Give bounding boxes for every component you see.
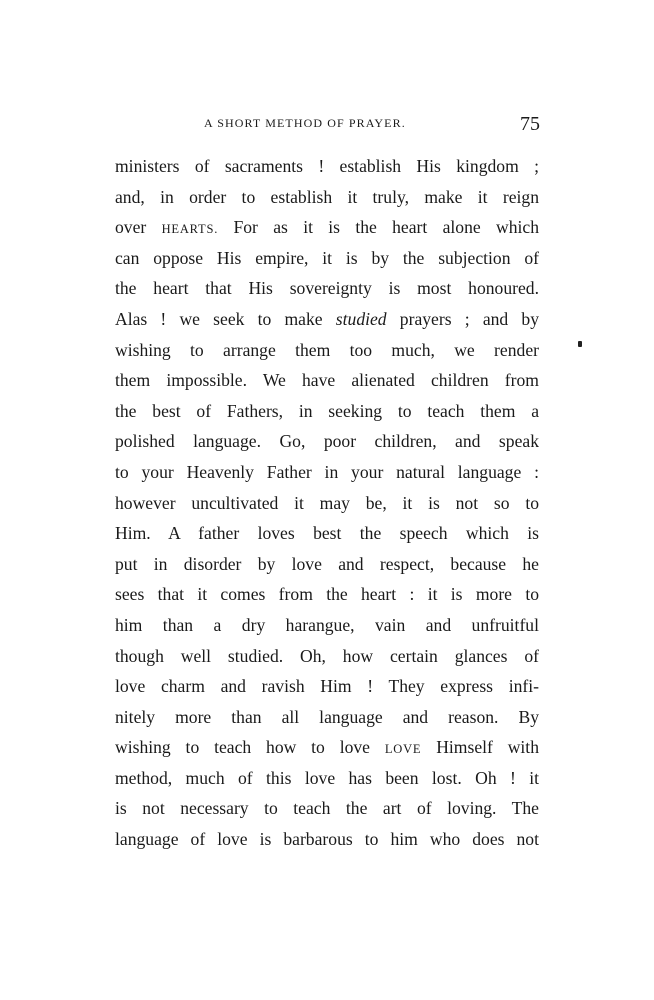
- text-segment: Alas ! we seek to make: [115, 308, 336, 329]
- text-segment: to your Heavenly Father in your natural language :: [115, 461, 539, 482]
- text-segment: the heart that His sovereignty is most honoured.: [115, 278, 539, 299]
- text-segment: and, in order to establish it truly, make it reign: [115, 186, 539, 207]
- text-segment: put in disorder by love and respect, because he: [115, 553, 539, 574]
- text-line: [115, 488, 539, 519]
- text-line: [115, 335, 539, 366]
- text-line: [115, 763, 539, 794]
- text-segment: over: [115, 217, 162, 238]
- ink-speck: [578, 341, 582, 347]
- text-segment: language of love is barbarous to him who does not: [115, 829, 539, 850]
- text-line: [115, 793, 539, 824]
- text-line: [115, 549, 539, 580]
- text-segment: polished language. Go, poor children, and speak: [115, 431, 539, 452]
- text-segment: Himself with: [421, 737, 539, 758]
- text-segment: love charm and ravish Him ! They express infi-: [115, 676, 539, 697]
- text-line: [115, 702, 539, 733]
- text-segment: them impossible. We have alienated children from: [115, 370, 539, 391]
- text-line: [115, 610, 539, 641]
- text-segment: is not necessary to teach the art of loving. The: [115, 798, 539, 819]
- text-line: [115, 396, 539, 427]
- body-text: [115, 151, 539, 855]
- text-line: [115, 641, 539, 672]
- running-title: A SHORT METHOD OF PRAYER.: [204, 116, 406, 130]
- text-line: [115, 243, 539, 274]
- text-segment: ministers of sacraments ! establish His kingdom ;: [115, 156, 539, 176]
- text-segment: sees that it comes from the heart : it is more to: [115, 584, 539, 605]
- italic-word: studied: [335, 308, 387, 329]
- text-line: [115, 732, 539, 763]
- text-line: [115, 426, 539, 457]
- text-segment: wishing to teach how to love: [115, 737, 385, 758]
- text-line: [115, 304, 539, 335]
- text-line: [115, 273, 539, 304]
- small-caps-word: HEARTS.: [161, 222, 219, 237]
- text-line: [115, 671, 539, 702]
- text-segment: Him. A father loves best the speech which is: [115, 523, 539, 544]
- text-segment: wishing to arrange them too much, we render: [115, 339, 539, 360]
- text-line: [115, 579, 539, 610]
- text-segment: him than a dry harangue, vain and unfruitful: [115, 614, 539, 635]
- text-line: [115, 365, 539, 396]
- page-number: 75: [520, 113, 540, 135]
- text-segment: method, much of this love has been lost. Oh ! it: [115, 767, 539, 788]
- text-segment: however uncultivated it may be, it is not so to: [115, 492, 539, 513]
- text-line: [115, 518, 539, 549]
- text-segment: nitely more than all language and reason. By: [115, 706, 539, 727]
- text-line: [115, 457, 539, 488]
- small-caps-word: LOVE: [384, 742, 422, 757]
- text-segment: For as it is the heart alone which: [218, 217, 539, 238]
- text-segment: prayers ; and by: [386, 308, 539, 329]
- text-segment: can oppose His empire, it is by the subjection of: [115, 247, 539, 268]
- text-segment: the best of Fathers, in seeking to teach them a: [115, 400, 539, 421]
- text-line: [115, 151, 539, 182]
- text-line: [115, 824, 539, 855]
- text-line: [115, 212, 539, 243]
- text-line: [115, 182, 539, 213]
- text-segment: though well studied. Oh, how certain glances of: [115, 645, 539, 666]
